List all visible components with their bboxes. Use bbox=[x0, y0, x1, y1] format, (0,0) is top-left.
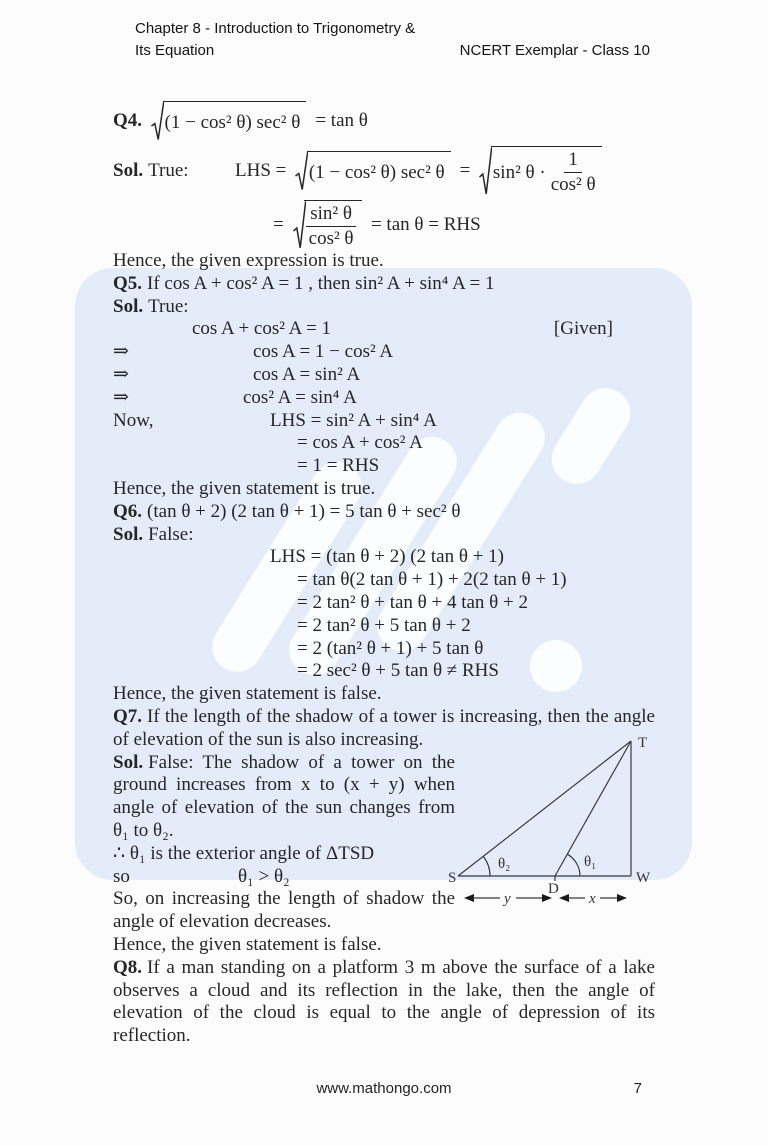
q7-solution-body: Sol. False: The shadow of a tower on the ground increases from x to (x + y) when angle of elevation of the sun changes from θ₁ to θ₂. bbox=[113, 751, 455, 841]
page-header bbox=[135, 18, 650, 62]
header-chapter-line1: Chapter 8 - Introduction to Trigonometry & bbox=[135, 20, 416, 37]
q6-sol-label: Sol. False: bbox=[113, 523, 194, 545]
q5-lhs-line3: = 1 = RHS bbox=[297, 455, 380, 477]
implies-symbol: ⇒ bbox=[113, 386, 129, 408]
q6-title: Q6. (tan θ + 2) (2 tan θ + 1) = 5 tan θ + sec² θ bbox=[113, 500, 461, 522]
q6-step: = 2 tan² θ + tan θ + 4 tan θ + 2 bbox=[297, 591, 528, 613]
vertex-label-T: T bbox=[638, 735, 648, 751]
distance-label-x: x bbox=[589, 891, 596, 907]
footer-site-url: www.mathongo.com bbox=[316, 1080, 452, 1097]
angle-arc-theta1 bbox=[567, 854, 580, 876]
q4-solution-line2 bbox=[268, 200, 655, 250]
q7-body2: So, on increasing the length of shadow the angle of elevation decreases. bbox=[113, 888, 455, 933]
implies-symbol: ⇒ bbox=[113, 363, 129, 385]
implies-symbol: ⇒ bbox=[113, 341, 129, 363]
now-label: Now, bbox=[113, 409, 154, 431]
q5-label: Q5. bbox=[113, 272, 143, 294]
angle-label-theta2: θ₂ bbox=[498, 856, 511, 872]
q4-radicand-1: (1 − cos² θ) sec² θ bbox=[308, 161, 445, 183]
q5-lhs-line2: = cos A + cos² A bbox=[297, 432, 423, 454]
q4-line2-rhs: = tan θ = RHS bbox=[370, 214, 481, 235]
fraction-numerator: sin² θ bbox=[306, 203, 356, 227]
vertex-label-D: D bbox=[548, 881, 559, 897]
q6-step: = 2 sec² θ + 5 tan θ ≠ RHS bbox=[297, 660, 499, 682]
q4-radicand-2-pre: sin² θ · bbox=[492, 161, 546, 183]
q4-title bbox=[113, 100, 655, 142]
q5-given-line bbox=[113, 318, 655, 341]
page-footer bbox=[0, 1080, 768, 1097]
fraction-numerator: 1 bbox=[564, 149, 582, 173]
q7-therefore-line: ∴ θ₁ is the exterior angle of ΔTSD bbox=[113, 842, 375, 864]
q7-conclusion: Hence, the given statement is false. bbox=[113, 933, 382, 955]
q4-title-rhs: = tan θ bbox=[315, 110, 368, 131]
header-chapter-line2: Its Equation bbox=[135, 42, 215, 59]
fraction-denominator: cos² θ bbox=[550, 174, 596, 195]
q4-sol-label: Sol. True: bbox=[113, 160, 189, 181]
q6-step: = 2 tan² θ + 5 tan θ + 2 bbox=[297, 614, 471, 636]
q4-lhs-label: LHS = bbox=[235, 160, 287, 181]
vertex-label-S: S bbox=[448, 870, 457, 886]
distance-label-y: y bbox=[504, 891, 511, 907]
shadow-triangle-diagram bbox=[448, 735, 658, 915]
q5-title: Q5. If cos A + cos² A = 1 , then sin² A + sin⁴ A = 1 bbox=[113, 272, 495, 294]
fraction bbox=[551, 149, 596, 196]
q7-inequality: θ₁ > θ₂ bbox=[238, 865, 290, 887]
arrowhead-left bbox=[464, 894, 474, 902]
q6-step: LHS = (tan θ + 2) (2 tan θ + 1) bbox=[270, 546, 504, 568]
q6-step: = tan θ(2 tan θ + 1) + 2(2 tan θ + 1) bbox=[297, 569, 567, 591]
q5-conclusion: Hence, the given statement is true. bbox=[113, 477, 376, 499]
line-S-T bbox=[458, 741, 631, 876]
q5-given-eq: cos A + cos² A = 1 bbox=[192, 318, 332, 340]
q7-label: Q7. bbox=[113, 705, 143, 727]
angle-label-theta1: θ₁ bbox=[584, 854, 597, 870]
q5-step3: ⇒ cos² A = sin⁴ A bbox=[113, 386, 357, 408]
vertex-label-W: W bbox=[636, 870, 651, 886]
equals-sign: = bbox=[459, 160, 471, 181]
square-root bbox=[479, 146, 601, 196]
arrowhead-left bbox=[559, 894, 569, 902]
fraction-denominator: cos² θ bbox=[308, 228, 354, 249]
header-chapter bbox=[135, 18, 415, 62]
equals-sign: = bbox=[273, 214, 284, 235]
q8-title: Q8. If a man standing on a platform 3 m above the surface of a lake observes a cloud and its reflection in the lake, then the angle of elevation of the cloud is equal to the angle of depression of its reflection. bbox=[113, 956, 655, 1047]
q6-step: = 2 (tan² θ + 1) + 5 tan θ bbox=[297, 637, 484, 659]
arrowhead-right bbox=[617, 894, 627, 902]
square-root bbox=[295, 151, 450, 191]
q5-sol-label: Sol. True: bbox=[113, 295, 189, 317]
footer-page-number: 7 bbox=[633, 1080, 642, 1097]
q4-solution-line1 bbox=[113, 142, 655, 200]
q7-so-line bbox=[113, 866, 455, 889]
q4-conclusion: Hence, the given expression is true. bbox=[113, 250, 384, 271]
header-edition: NCERT Exemplar - Class 10 bbox=[459, 42, 650, 59]
square-root bbox=[293, 200, 362, 250]
given-tag: [Given] bbox=[553, 318, 613, 340]
so-label: so bbox=[113, 865, 130, 887]
q5-step1: ⇒ cos A = 1 − cos² A bbox=[113, 341, 394, 363]
q8-label: Q8. bbox=[113, 956, 143, 978]
q4-title-radicand: (1 − cos² θ) sec² θ bbox=[164, 111, 301, 133]
q6-label: Q6. bbox=[113, 500, 143, 522]
square-root bbox=[151, 101, 306, 141]
q5-now-line: Now, LHS = sin² A + sin⁴ A bbox=[113, 409, 437, 431]
q7-title: Q7. If the length of the shadow of a tower is increasing, then the angle of elevation of the sun is also increasing. bbox=[113, 705, 655, 750]
q4-label: Q4. bbox=[113, 110, 143, 131]
q6-conclusion: Hence, the given statement is false. bbox=[113, 683, 382, 705]
q5-step2: ⇒ cos A = sin² A bbox=[113, 363, 361, 385]
fraction bbox=[306, 203, 356, 250]
angle-arc-theta2 bbox=[483, 856, 490, 876]
